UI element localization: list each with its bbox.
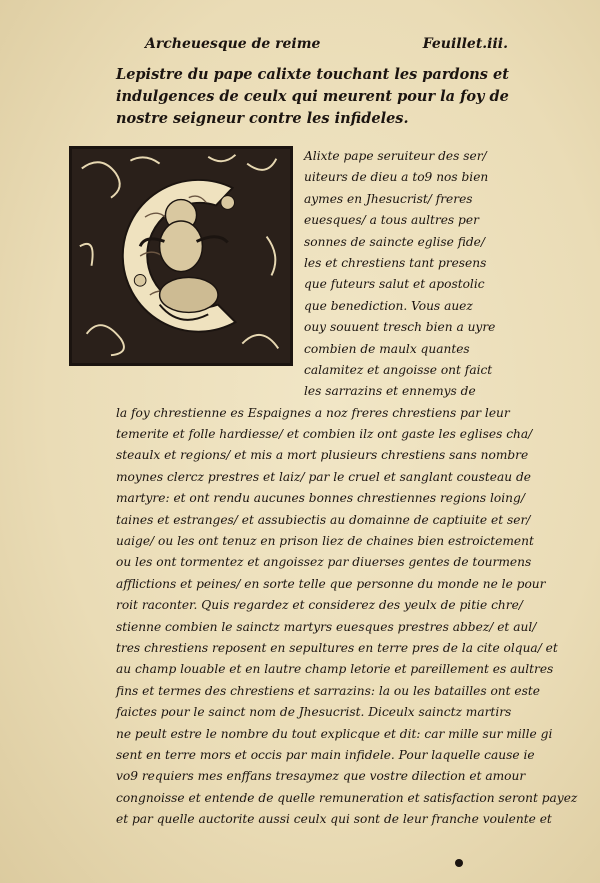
text-line: martyre: et ont rendu aucunes bonnes chrestiennes regions loing/	[116, 491, 525, 506]
text-line: vo9 requiers mes enffans tresaymez que vostre dilection et amour	[116, 769, 526, 784]
text-line: afflictions et peines/ en sorte telle que personne du monde ne le pour	[116, 576, 546, 591]
text-line: les sarrazins et ennemys de	[304, 384, 476, 399]
text-line: faictes pour le sainct nom de Jhesucrist. Diceulx sainctz martirs	[116, 705, 512, 720]
heading-line: indulgences de ceulx qui meurent pour la foy de	[116, 88, 509, 105]
printers-mark-dot	[455, 859, 463, 867]
text-line: calamitez et angoisse ont faict	[304, 362, 493, 377]
text-line: les et chrestiens tant presens	[304, 255, 487, 270]
text-line: que futeurs salut et apostolic	[304, 277, 485, 292]
running-head-left: Archeuesque de reime	[145, 36, 321, 52]
letter-body	[116, 146, 578, 831]
text-line: combien de maulx quantes	[304, 341, 470, 356]
folio-number: Feuillet.iii.	[422, 36, 508, 52]
text-line: ne peult estre le nombre du tout explicque et dit: car mille sur mille gi	[116, 726, 553, 741]
text-line: temerite et folle hardiesse/ et combien ilz ont gaste les eglises cha/	[116, 427, 533, 442]
text-line: euesques/ a tous aultres per	[304, 213, 479, 228]
text-line: uaige/ ou les ont tenuz en prison liez de chaines bien estroictement	[116, 534, 534, 549]
text-line: congnoisse et entende de quelle remuneration et satisfaction seront payez	[116, 790, 578, 805]
text-line: ouy souuent tresch bien a uyre	[304, 320, 496, 335]
running-head	[145, 36, 508, 56]
text-line: fins et termes des chrestiens et sarrazins: la ou les batailles ont este	[116, 683, 540, 698]
text-line: sonnes de saincte eglise fide/	[304, 234, 485, 249]
text-line: ou les ont tormentez et angoissez par diuerses gentes de tourmens	[116, 555, 532, 570]
text-line: et par quelle auctorite aussi ceulx qui sont de leur franche voulente et	[116, 812, 552, 827]
text-line: stienne combien le sainctz martyrs euesques prestres abbez/ et aul/	[116, 619, 537, 634]
text-line: steaulx et regions/ et mis a mort plusieurs chrestiens sans nombre	[116, 448, 529, 463]
text-line: la foy chrestienne es Espaignes a noz freres chrestiens par leur	[116, 405, 510, 420]
text-line: tres chrestiens reposent en sepultures en terre pres de la cite olqua/ et	[116, 640, 558, 655]
text-line: que benediction. Vous auez	[304, 298, 473, 313]
text-line: aymes en Jhesucrist/ freres	[304, 191, 473, 206]
text-line: taines et estranges/ et assubiectis au domainne de captiuite et ser/	[116, 512, 531, 527]
text-line: moynes clercz prestres et laiz/ par le cruel et sanglant cousteau de	[116, 469, 532, 484]
text-line: au champ louable et en lautre champ letorie et pareillement es aultres	[116, 662, 554, 677]
text-line: uiteurs de dieu a to9 nos bien	[304, 170, 489, 185]
text-line: roit raconter. Quis regardez et considerez des yeulx de pitie chre/	[116, 598, 523, 613]
heading-line: Lepistre du pape calixte touchant les pardons et	[116, 66, 509, 83]
text-line: sent en terre mors et occis par main infidele. Pour laquelle cause ie	[116, 747, 535, 762]
heading-line: nostre seigneur contre les infideles.	[116, 110, 409, 127]
chapter-heading	[116, 64, 516, 130]
text-line: Alixte pape seruiteur des ser/	[304, 149, 487, 163]
